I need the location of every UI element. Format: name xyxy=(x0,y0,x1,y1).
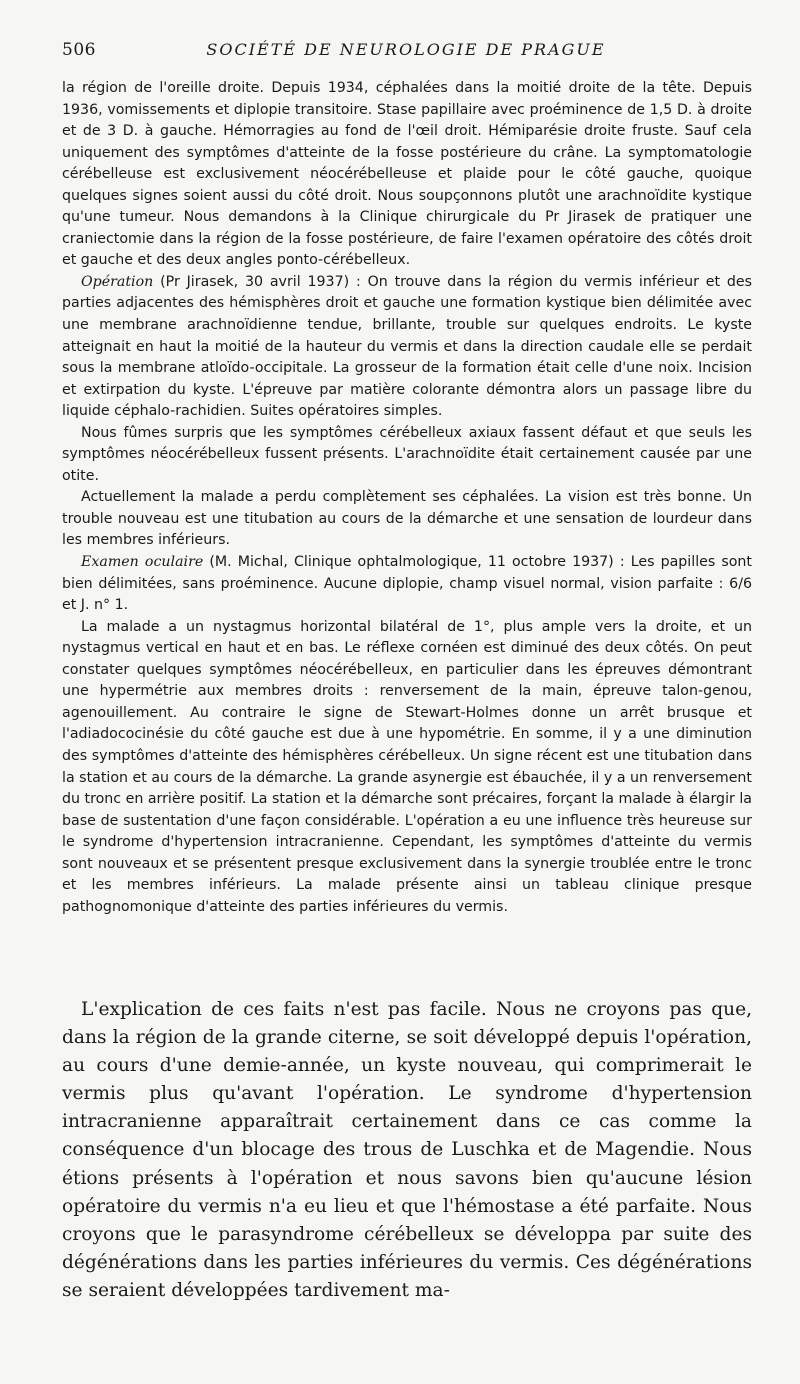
eye-exam-label: Examen oculaire xyxy=(81,554,204,571)
eye-exam-text: (M. Michal, Clinique ophtalmologique, 11 octobre 1937) : Les papilles sont bien délimitées, sans proéminence. Aucune diplopie, champ visuel normal, vision parfaite : 6/6 et J. n° 1. xyxy=(62,554,752,614)
case-report-section xyxy=(62,78,752,918)
current-state-paragraph: Actuellement la malade a perdu complètement ses céphalées. La vision est très bonne. Un trouble nouveau est une titubation au cours de la démarche et une sensation de lourdeur dans les membres inférieurs. xyxy=(62,489,752,549)
operation-text: (Pr Jirasek, 30 avril 1937) : On trouve dans la région du vermis inférieur et des parties adjacentes des hémisphères droit et gauche une formation kystique bien délimitée avec une membrane arachnoïdienne tendue, brillante, trouble sur quelques endroits. Le kyste atteignait en haut la moitié de la hauteur du vermis et dans la direction caudale elle se perdait sous la membrane atloïdo-occipitale. La grosseur de la formation était celle d'une noix. Incision et extirpation du kyste. L'épreuve par matière colorante démontra alors un passage libre du liquide céphalo-rachidien. Suites opératoires simples. xyxy=(62,273,752,420)
discussion-section xyxy=(62,996,752,1305)
operation-paragraph xyxy=(62,272,752,423)
case-history-paragraph: la région de l'oreille droite. Depuis 1934, céphalées dans la moitié droite de la tête. Depuis 1936, vomissements et diplopie transitoire. Stase papillaire avec proéminence de 1,5 D. à droite et de 3 D. à gauche. Hémorragies au fond de l'œil droit. Hémiparésie droite fruste. Sauf cela uniquement des symptômes d'atteinte de la fosse postérieure du crâne. La symptomatologie cérébelleuse est exclusivement néocérébelleuse et plaide pour le côté gauche, quoique quelques signes soient aussi du côté droit. Nous soupçonnons plutôt une arachnoïdite kystique qu'une tumeur. Nous demandons à la Clinique chirurgicale du Pr Jirasek de pratiquer une craniectomie dans la région de la fosse postérieure, de faire l'examen opératoire des côtés droit et gauche et des deux angles ponto-cérébelleux. xyxy=(62,80,752,269)
operation-label: Opération xyxy=(81,273,154,290)
running-title: SOCIÉTÉ DE NEUROLOGIE DE PRAGUE xyxy=(206,40,606,59)
neurological-findings-paragraph: La malade a un nystagmus horizontal bilatéral de 1°, plus ample vers la droite, et un nystagmus vertical en haut et en bas. Le réflexe cornéen est diminué des deux côtés. On peut constater quelques symptômes néocérébelleux, en particulier dans les épreuves démontrant une hypermétrie aux membres droits : renversement de la main, épreuve talon-genou, agenouillement. Au contraire le signe de Stewart-Holmes donne un arrêt brusque et l'adiadococinésie du côté gauche est due à une hypométrie. En somme, il y a une diminution des symptômes d'atteinte des hémisphères cérébelleux. Un signe récent est une titubation dans la station et au cours de la démarche. La grande asynergie est ébauchée, il y a un renversement du tronc en arrière positif. La station et la démarche sont précaires, forçant la malade à élargir la base de sustentation d'une façon considérable. L'opération a eu une influence très heureuse sur le syndrome d'hypertension intracranienne. Cependant, les symptômes d'atteinte du vermis sont nouveaux et se présentent presque exclusivement dans la synergie troublée entre le tronc et les membres inférieurs. La malade présente ainsi un tableau clinique presque pathognomonique d'atteinte des parties inférieures du vermis. xyxy=(62,618,752,915)
eye-exam-paragraph xyxy=(62,552,752,617)
page-number: 506 xyxy=(62,40,96,60)
discussion-paragraph: L'explication de ces faits n'est pas facile. Nous ne croyons pas que, dans la région de la grande citerne, se soit développé depuis l'opération, au cours d'une demie-année, un kyste nouveau, qui comprimerait le vermis plus qu'avant l'opération. Le syndrome d'hypertension intracranienne apparaîtrait certainement dans ce cas comme la conséquence d'un blocage des trous de Luschka et de Magendie. Nous étions présents à l'opération et nous savons bien qu'aucune lésion opératoire du vermis n'a eu lieu et que l'hémostase a été parfaite. Nous croyons que le parasyndrome cérébelleux se développa par suite des dégénérations dans les parties inférieures du vermis. Ces dégénérations se seraient développées tardivement ma- xyxy=(62,999,752,1301)
page-header xyxy=(62,40,750,64)
surprise-paragraph: Nous fûmes surpris que les symptômes cérébelleux axiaux fassent défaut et que seuls les symptômes néocérébelleux fussent présents. L'arachnoïdite était certainement causée par une otite. xyxy=(62,424,752,484)
